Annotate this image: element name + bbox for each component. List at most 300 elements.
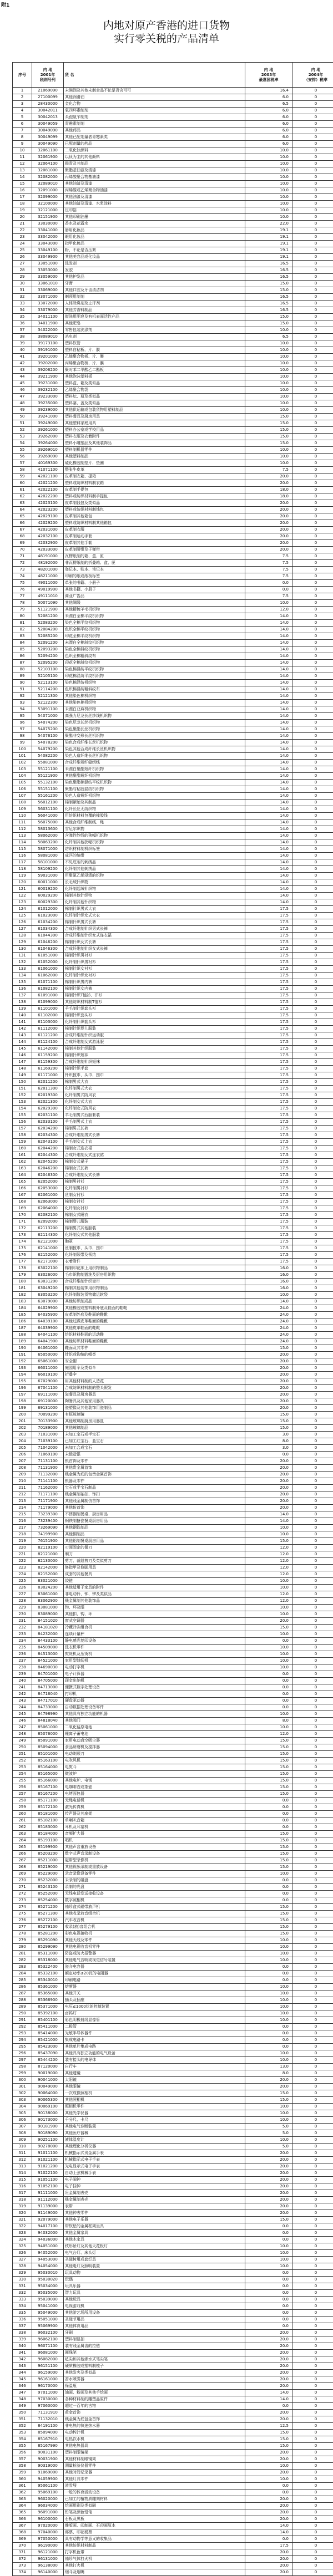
cell-tariff-code: 82152000 bbox=[32, 1571, 64, 1578]
cell-goods-name: 皮革制其他箱包 bbox=[64, 513, 245, 520]
cell-serial-number: 64 bbox=[13, 507, 32, 513]
table-row bbox=[13, 2177, 333, 2183]
cell-mfn-rate-2003: 0.0 bbox=[245, 1897, 292, 1904]
cell-serial-number: 249 bbox=[13, 1738, 32, 1744]
cell-mfn-rate-2003: 10.0 bbox=[245, 1951, 292, 1957]
cell-cepa-rate-2004: 0 bbox=[292, 1917, 333, 1924]
cell-mfn-rate-2003: 14.0 bbox=[245, 793, 292, 800]
cell-mfn-rate-2003: 14.0 bbox=[245, 846, 292, 853]
cell-cepa-rate-2004: 0 bbox=[292, 1165, 333, 1172]
cell-serial-number: 276 bbox=[13, 1917, 32, 1924]
cell-mfn-rate-2003: 14.0 bbox=[245, 839, 292, 846]
table-row bbox=[13, 873, 333, 879]
cell-mfn-rate-2003: 10.0 bbox=[245, 1611, 292, 1618]
cell-cepa-rate-2004: 0 bbox=[292, 2556, 333, 2563]
cell-goods-name: 打印机 bbox=[64, 1691, 245, 1698]
cell-goods-name: 其他钢铁制品 bbox=[64, 1525, 245, 1531]
cell-serial-number: 254 bbox=[13, 1771, 32, 1778]
cell-serial-number: 350 bbox=[13, 2410, 32, 2416]
cell-serial-number: 23 bbox=[13, 234, 32, 241]
cell-mfn-rate-2003: 10.0 bbox=[245, 1997, 292, 2004]
cell-cepa-rate-2004: 0 bbox=[292, 460, 333, 467]
table-row bbox=[13, 2257, 333, 2263]
cell-serial-number: 55 bbox=[13, 447, 32, 454]
table-row bbox=[13, 926, 333, 933]
cell-goods-name: 棉制针织手套 bbox=[64, 1066, 245, 1072]
cell-tariff-code: 85165000 bbox=[32, 1771, 64, 1778]
table-row bbox=[13, 2509, 333, 2516]
cell-goods-name: 单喇叭音箱 bbox=[64, 1818, 245, 1824]
cell-goods-name: 其他仿首饰 bbox=[64, 1505, 245, 1511]
cell-cepa-rate-2004: 0 bbox=[292, 2170, 333, 2177]
cell-cepa-rate-2004: 0 bbox=[292, 2297, 333, 2303]
cell-tariff-code: 39191000 bbox=[32, 347, 64, 354]
cell-serial-number: 3 bbox=[13, 101, 32, 108]
cell-cepa-rate-2004: 0 bbox=[292, 108, 333, 114]
cell-goods-name: 贱金属为底包金首饰 bbox=[64, 2416, 245, 2423]
cell-goods-name: 棉制针织男式长裤 bbox=[64, 919, 245, 926]
table-row bbox=[13, 1119, 333, 1126]
cell-tariff-code: 63031200 bbox=[32, 1279, 64, 1285]
cell-tariff-code: 96138000 bbox=[32, 2563, 64, 2569]
cell-tariff-code: 61102000 bbox=[32, 1012, 64, 1019]
cell-goods-name: 熨烫机及压烫机 bbox=[64, 1651, 245, 1658]
table-row bbox=[13, 440, 333, 447]
cell-goods-name: 胸罩 bbox=[64, 1239, 245, 1245]
table-row bbox=[13, 886, 333, 893]
cell-mfn-rate-2003: 8.0 bbox=[245, 1718, 292, 1724]
cell-cepa-rate-2004: 0 bbox=[292, 241, 333, 247]
table-row bbox=[13, 2024, 333, 2030]
cell-serial-number: 192 bbox=[13, 1358, 32, 1365]
cell-serial-number: 152 bbox=[13, 1092, 32, 1099]
cell-mfn-rate-2003: 17.5 bbox=[245, 1012, 292, 1019]
cell-cepa-rate-2004: 0 bbox=[292, 2157, 333, 2163]
cell-serial-number: 326 bbox=[13, 2250, 32, 2257]
cell-cepa-rate-2004: 0 bbox=[292, 394, 333, 400]
cell-goods-name: 化纤制其他狭幅机织物 bbox=[64, 839, 245, 846]
cell-serial-number: 258 bbox=[13, 1798, 32, 1804]
cell-serial-number: 19 bbox=[13, 207, 32, 214]
cell-cepa-rate-2004: 0 bbox=[292, 454, 333, 460]
cell-cepa-rate-2004: 0 bbox=[292, 1505, 333, 1511]
cell-goods-name: 二氧化锰原电池 bbox=[64, 1724, 245, 1731]
cell-mfn-rate-2003: 24.0 bbox=[245, 1332, 292, 1338]
cell-goods-name: 化纤制散装货物储运软袋 bbox=[64, 1292, 245, 1299]
cell-serial-number: 132 bbox=[13, 959, 32, 966]
table-row bbox=[13, 1558, 333, 1565]
table-row bbox=[13, 953, 333, 959]
table-row bbox=[13, 1718, 333, 1724]
cell-serial-number: 265 bbox=[13, 1844, 32, 1851]
cell-serial-number: 37 bbox=[13, 327, 32, 334]
table-row bbox=[13, 2037, 333, 2044]
cell-cepa-rate-2004: 0 bbox=[292, 1784, 333, 1791]
cell-mfn-rate-2003: 20.0 bbox=[245, 1491, 292, 1498]
cell-tariff-code: 42021200 bbox=[32, 480, 64, 487]
cell-mfn-rate-2003: 10.0 bbox=[245, 2257, 292, 2263]
cell-serial-number: 300 bbox=[13, 2077, 32, 2084]
cell-serial-number: 60 bbox=[13, 480, 32, 487]
cell-serial-number: 107 bbox=[13, 793, 32, 800]
cell-serial-number: 266 bbox=[13, 1851, 32, 1857]
cell-tariff-code: 90064000 bbox=[32, 2090, 64, 2097]
cell-cepa-rate-2004: 0 bbox=[292, 1571, 333, 1578]
cell-cepa-rate-2004: 0 bbox=[292, 1585, 333, 1591]
cell-tariff-code: 62046200 bbox=[32, 1165, 64, 1172]
cell-goods-name: 染色聚酯棉混纺平纹机织物 bbox=[64, 780, 245, 786]
cell-tariff-code: 71131910 bbox=[32, 2410, 64, 2416]
cell-goods-name: 自动上弦机械手表 bbox=[64, 2170, 245, 2177]
cell-cepa-rate-2004: 0 bbox=[292, 2263, 333, 2270]
table-row bbox=[13, 2137, 333, 2144]
cell-goods-name: 一次成像照相机 bbox=[64, 2090, 245, 2097]
cell-tariff-code: 85091000 bbox=[32, 1738, 64, 1744]
cell-cepa-rate-2004: 0 bbox=[292, 1818, 333, 1824]
cell-goods-name: 其他玻璃制品 bbox=[64, 1425, 245, 1432]
cell-tariff-code: 95030010 bbox=[32, 2270, 64, 2277]
cell-goods-name: 合成纤维制针织男式长裤 bbox=[64, 926, 245, 933]
cell-mfn-rate-2003: 15.0 bbox=[245, 1758, 292, 1764]
cell-tariff-code: 85414000 bbox=[32, 2030, 64, 2037]
cell-goods-name: 登记本、账本、笔记本 bbox=[64, 567, 245, 573]
cell-mfn-rate-2003: 0.0 bbox=[245, 1671, 292, 1678]
cell-mfn-rate-2003: 12.0 bbox=[245, 1551, 292, 1558]
cell-tariff-code: 65061000 bbox=[32, 1358, 64, 1365]
table-row bbox=[13, 2223, 333, 2230]
cell-cepa-rate-2004: 0 bbox=[292, 1791, 333, 1798]
cell-serial-number: 287 bbox=[13, 1990, 32, 1997]
cell-tariff-code: 39206200 bbox=[32, 367, 64, 374]
cell-cepa-rate-2004: 0 bbox=[292, 1092, 333, 1099]
cell-goods-name: 其他金属家具 bbox=[64, 2230, 245, 2237]
cell-goods-name: 其他纺织制成品 bbox=[64, 1299, 245, 1305]
cell-cepa-rate-2004: 0 bbox=[292, 94, 333, 101]
table-row bbox=[13, 633, 333, 640]
cell-mfn-rate-2003: 0.0 bbox=[245, 2223, 292, 2230]
cell-goods-name: 钩、环及眼 bbox=[64, 1605, 245, 1611]
cell-serial-number: 176 bbox=[13, 1252, 32, 1259]
cell-cepa-rate-2004: 0 bbox=[292, 2476, 333, 2483]
cell-cepa-rate-2004: 0 bbox=[292, 1398, 333, 1405]
cell-serial-number: 27 bbox=[13, 261, 32, 267]
cell-serial-number: 230 bbox=[13, 1611, 32, 1618]
cell-serial-number: 307 bbox=[13, 2124, 32, 2130]
cell-tariff-code: 85171100 bbox=[32, 1798, 64, 1804]
cell-goods-name: 棉制针织女内裤 bbox=[64, 986, 245, 992]
table-row bbox=[13, 800, 333, 806]
cell-tariff-code: 54071000 bbox=[32, 713, 64, 720]
cell-mfn-rate-2003: 17.5 bbox=[245, 913, 292, 919]
cell-mfn-rate-2003: 17.5 bbox=[245, 1245, 292, 1252]
cell-tariff-code: 83089000 bbox=[32, 1611, 64, 1618]
cell-cepa-rate-2004: 0 bbox=[292, 2403, 333, 2410]
table-row bbox=[13, 1538, 333, 1545]
cell-goods-name: 其他油漆及清漆 bbox=[64, 181, 245, 187]
cell-mfn-rate-2003: 17.5 bbox=[245, 1152, 292, 1159]
cell-mfn-rate-2003: 10.0 bbox=[245, 2243, 292, 2250]
cell-cepa-rate-2004: 0 bbox=[292, 753, 333, 760]
cell-cepa-rate-2004: 0 bbox=[292, 2516, 333, 2523]
cell-serial-number: 319 bbox=[13, 2203, 32, 2210]
cell-tariff-code: 61052000 bbox=[32, 959, 64, 966]
cell-cepa-rate-2004: 0 bbox=[292, 1305, 333, 1312]
table-row bbox=[13, 2243, 333, 2250]
table-row bbox=[13, 2150, 333, 2157]
cell-mfn-rate-2003: 15.0 bbox=[245, 1738, 292, 1744]
cell-tariff-code: 49019900 bbox=[32, 587, 64, 593]
cell-tariff-code: 62034300 bbox=[32, 1132, 64, 1139]
cell-cepa-rate-2004: 0 bbox=[292, 2450, 333, 2456]
cell-mfn-rate-2003: 17.5 bbox=[245, 1219, 292, 1225]
cell-cepa-rate-2004: 0 bbox=[292, 2243, 333, 2250]
table-row bbox=[13, 1957, 333, 1964]
cell-serial-number: 329 bbox=[13, 2270, 32, 2277]
cell-tariff-code: 58062000 bbox=[32, 833, 64, 839]
cell-tariff-code: 42023200 bbox=[32, 507, 64, 513]
cell-serial-number: 18 bbox=[13, 201, 32, 207]
cell-mfn-rate-2003: 17.5 bbox=[245, 1165, 292, 1172]
cell-mfn-rate-2003: 10.0 bbox=[245, 360, 292, 367]
cell-tariff-code: 82142000 bbox=[32, 1565, 64, 1571]
cell-tariff-code: 42021100 bbox=[32, 474, 64, 480]
cell-cepa-rate-2004: 0 bbox=[292, 660, 333, 666]
cell-cepa-rate-2004: 0 bbox=[292, 1558, 333, 1565]
cell-tariff-code: 33071000 bbox=[32, 294, 64, 301]
table-row bbox=[13, 1092, 333, 1099]
cell-serial-number: 183 bbox=[13, 1299, 32, 1305]
cell-goods-name: 羊毛制女式上衣 bbox=[64, 1139, 245, 1146]
table-row bbox=[13, 1478, 333, 1485]
cell-serial-number: 339 bbox=[13, 2336, 32, 2343]
cell-goods-name: 机械指示式贵金属手表 bbox=[64, 2150, 245, 2157]
cell-serial-number: 314 bbox=[13, 2170, 32, 2177]
cell-mfn-rate-2003: 0.0 bbox=[245, 2270, 292, 2277]
cell-goods-name: 洗发剂 bbox=[64, 261, 245, 267]
cell-mfn-rate-2003: 15.0 bbox=[245, 2217, 292, 2223]
cell-cepa-rate-2004: 0 bbox=[292, 2024, 333, 2030]
cell-serial-number: 170 bbox=[13, 1212, 32, 1219]
table-row bbox=[13, 1019, 333, 1026]
cell-serial-number: 90 bbox=[13, 680, 32, 686]
cell-tariff-code: 63049200 bbox=[32, 1285, 64, 1292]
cell-mfn-rate-2003: 15.0 bbox=[245, 420, 292, 427]
table-row bbox=[13, 2370, 333, 2376]
cell-serial-number: 366 bbox=[13, 2516, 32, 2523]
cell-mfn-rate-2003: 16.4 bbox=[245, 88, 292, 94]
table-row bbox=[13, 1831, 333, 1837]
cell-goods-name: 陶餐具及其他家用器具 bbox=[64, 1398, 245, 1405]
cell-cepa-rate-2004: 0 bbox=[292, 979, 333, 986]
cell-goods-name: 自行车 bbox=[64, 2064, 245, 2070]
table-row bbox=[13, 939, 333, 946]
cell-mfn-rate-2003: 20.0 bbox=[245, 527, 292, 533]
cell-goods-name: 聚酯与粘胶混纺机织物 bbox=[64, 786, 245, 793]
cell-cepa-rate-2004: 0 bbox=[292, 1365, 333, 1372]
cell-goods-name: 印刷的纸或纸板标签 bbox=[64, 573, 245, 580]
cell-cepa-rate-2004: 0 bbox=[292, 2190, 333, 2197]
cell-serial-number: 196 bbox=[13, 1385, 32, 1392]
cell-mfn-rate-2003: 17.5 bbox=[245, 939, 292, 946]
cell-goods-name: 聚对苯二甲酸乙二酯板 bbox=[64, 367, 245, 374]
cell-tariff-code: 61082100 bbox=[32, 986, 64, 992]
table-row bbox=[13, 267, 333, 274]
cell-mfn-rate-2003: 18.0 bbox=[245, 493, 292, 500]
cell-cepa-rate-2004: 0 bbox=[292, 1744, 333, 1751]
cell-tariff-code: 90278000 bbox=[32, 2144, 64, 2150]
cell-tariff-code: 94053000 bbox=[32, 2257, 64, 2263]
table-row bbox=[13, 134, 333, 141]
cell-mfn-rate-2003: 10.0 bbox=[245, 1937, 292, 1944]
cell-goods-name: 黄金首饰 bbox=[64, 2410, 245, 2416]
cell-mfn-rate-2003: 14.0 bbox=[245, 800, 292, 806]
cell-serial-number: 289 bbox=[13, 2004, 32, 2010]
cell-serial-number: 43 bbox=[13, 367, 32, 374]
cell-mfn-rate-2003: 20.0 bbox=[245, 547, 292, 553]
cell-cepa-rate-2004: 0 bbox=[292, 819, 333, 826]
cell-mfn-rate-2003: 17.5 bbox=[245, 1006, 292, 1012]
cell-cepa-rate-2004: 0 bbox=[292, 1631, 333, 1638]
cell-serial-number: 210 bbox=[13, 1478, 32, 1485]
table-row bbox=[13, 2277, 333, 2283]
cell-cepa-rate-2004: 0 bbox=[292, 1658, 333, 1664]
cell-serial-number: 115 bbox=[13, 846, 32, 853]
cell-goods-name: 其他合成纤维制线、绳 bbox=[64, 819, 245, 826]
table-row bbox=[13, 813, 333, 819]
cell-serial-number: 306 bbox=[13, 2117, 32, 2124]
cell-mfn-rate-2003: 0.0 bbox=[245, 2303, 292, 2310]
cell-serial-number: 59 bbox=[13, 474, 32, 480]
table-row bbox=[13, 1026, 333, 1032]
table-row bbox=[13, 1671, 333, 1678]
cell-mfn-rate-2003: 20.0 bbox=[245, 2336, 292, 2343]
cell-tariff-code: 39173100 bbox=[32, 340, 64, 347]
table-row bbox=[13, 1997, 333, 2004]
table-row bbox=[13, 553, 333, 560]
table-row bbox=[13, 1425, 333, 1432]
table-row bbox=[13, 1219, 333, 1225]
cell-mfn-rate-2003: 10.0 bbox=[245, 161, 292, 167]
table-row bbox=[13, 2124, 333, 2130]
table-row bbox=[13, 513, 333, 520]
table-row bbox=[13, 793, 333, 800]
cell-goods-name: 塑料坛、瓶及类似品 bbox=[64, 394, 245, 400]
cell-tariff-code: 85183000 bbox=[32, 1824, 64, 1831]
cell-mfn-rate-2003: 20.0 bbox=[245, 2416, 292, 2423]
cell-mfn-rate-2003: 20.0 bbox=[245, 507, 292, 513]
cell-cepa-rate-2004: 0 bbox=[292, 893, 333, 899]
cell-tariff-code: 63079000 bbox=[32, 1299, 64, 1305]
cell-tariff-code: 94054000 bbox=[32, 2263, 64, 2270]
cell-tariff-code: 84232000 bbox=[32, 1631, 64, 1638]
cell-mfn-rate-2003: 0.0 bbox=[245, 2297, 292, 2303]
cell-cepa-rate-2004: 0 bbox=[292, 560, 333, 567]
table-row bbox=[13, 959, 333, 966]
table-row bbox=[13, 2263, 333, 2270]
cell-mfn-rate-2003: 17.5 bbox=[245, 966, 292, 973]
cell-cepa-rate-2004: 0 bbox=[292, 1472, 333, 1478]
cell-goods-name: 其他绸缎 bbox=[64, 600, 245, 607]
cell-mfn-rate-2003: 20.0 bbox=[245, 2569, 292, 2576]
cell-mfn-rate-2003: 20.0 bbox=[245, 1465, 292, 1472]
table-row bbox=[13, 1778, 333, 1784]
cell-serial-number: 83 bbox=[13, 633, 32, 640]
table-row bbox=[13, 2430, 333, 2436]
cell-goods-name: 电子挂钟 bbox=[64, 2183, 245, 2190]
cell-mfn-rate-2003: 10.0 bbox=[245, 1711, 292, 1718]
cell-goods-name: 香水喷雾器 bbox=[64, 2376, 245, 2383]
cell-cepa-rate-2004: 0 bbox=[292, 1059, 333, 1066]
cell-mfn-rate-2003: 15.0 bbox=[245, 1791, 292, 1798]
cell-serial-number: 102 bbox=[13, 760, 32, 766]
table-row bbox=[13, 181, 333, 187]
cell-tariff-code: 39231000 bbox=[32, 380, 64, 387]
cell-mfn-rate-2003: 0.0 bbox=[245, 2310, 292, 2317]
cell-mfn-rate-2003: 14.0 bbox=[245, 733, 292, 740]
table-row bbox=[13, 1418, 333, 1425]
cell-serial-number: 248 bbox=[13, 1731, 32, 1738]
cell-mfn-rate-2003: 15.0 bbox=[245, 2430, 292, 2436]
cell-goods-name: 头孢氨苄制剂 bbox=[64, 114, 245, 121]
cell-serial-number: 112 bbox=[13, 826, 32, 833]
cell-cepa-rate-2004: 0 bbox=[292, 593, 333, 600]
cell-mfn-rate-2003: 0.0 bbox=[245, 2044, 292, 2050]
cell-cepa-rate-2004: 0 bbox=[292, 2203, 333, 2210]
cell-goods-name: 其他橡胶或塑料制外底及鞋面的鞋靴 bbox=[64, 1305, 245, 1312]
cell-goods-name: 其他口腔及牙齿清洁剂 bbox=[64, 287, 245, 294]
cell-serial-number: 118 bbox=[13, 866, 32, 873]
cell-serial-number: 215 bbox=[13, 1511, 32, 1518]
cell-mfn-rate-2003: 5.0 bbox=[245, 2130, 292, 2137]
cell-cepa-rate-2004: 0 bbox=[292, 673, 333, 680]
cell-cepa-rate-2004: 0 bbox=[292, 2144, 333, 2150]
table-row bbox=[13, 1951, 333, 1957]
cell-tariff-code: 39202000 bbox=[32, 360, 64, 367]
cell-goods-name: 装有贱金属齿的拉链 bbox=[64, 2343, 245, 2350]
cell-serial-number: 208 bbox=[13, 1465, 32, 1472]
cell-mfn-rate-2003: 12.0 bbox=[245, 1598, 292, 1605]
cell-goods-name: 其他纺织材料制T恤衫 bbox=[64, 999, 245, 1006]
cell-goods-name: 塑料餐具及厨房用具 bbox=[64, 414, 245, 420]
cell-mfn-rate-2003: 14.0 bbox=[245, 1518, 292, 1525]
cell-cepa-rate-2004: 0 bbox=[292, 633, 333, 640]
cell-serial-number: 136 bbox=[13, 986, 32, 992]
table-row bbox=[13, 1146, 333, 1152]
cell-goods-name: 整张牛皮革 bbox=[64, 467, 245, 474]
cell-mfn-rate-2003: 0.0 bbox=[245, 1811, 292, 1818]
cell-mfn-rate-2003: 20.0 bbox=[245, 2549, 292, 2556]
cell-serial-number: 357 bbox=[13, 2456, 32, 2463]
cell-serial-number: 50 bbox=[13, 414, 32, 420]
cell-tariff-code: 62141000 bbox=[32, 1245, 64, 1252]
cell-serial-number: 174 bbox=[13, 1239, 32, 1245]
cell-cepa-rate-2004: 0 bbox=[292, 773, 333, 780]
table-row bbox=[13, 1106, 333, 1112]
table-row bbox=[13, 819, 333, 826]
table-row bbox=[13, 1818, 333, 1824]
cell-goods-name: 贱金属为底的包贵金属首饰 bbox=[64, 1472, 245, 1478]
cell-tariff-code: 96034000 bbox=[32, 2503, 64, 2509]
table-row bbox=[13, 1851, 333, 1857]
cell-serial-number: 198 bbox=[13, 1398, 32, 1405]
cell-goods-name: 彩色电视接收机 bbox=[64, 1931, 245, 1937]
cell-cepa-rate-2004: 0 bbox=[292, 2323, 333, 2330]
cell-mfn-rate-2003: 10.0 bbox=[245, 374, 292, 380]
cell-serial-number: 134 bbox=[13, 973, 32, 979]
cell-mfn-rate-2003: 14.0 bbox=[245, 646, 292, 653]
table-row bbox=[13, 2270, 333, 2277]
cell-mfn-rate-2003: 15.0 bbox=[245, 1837, 292, 1844]
